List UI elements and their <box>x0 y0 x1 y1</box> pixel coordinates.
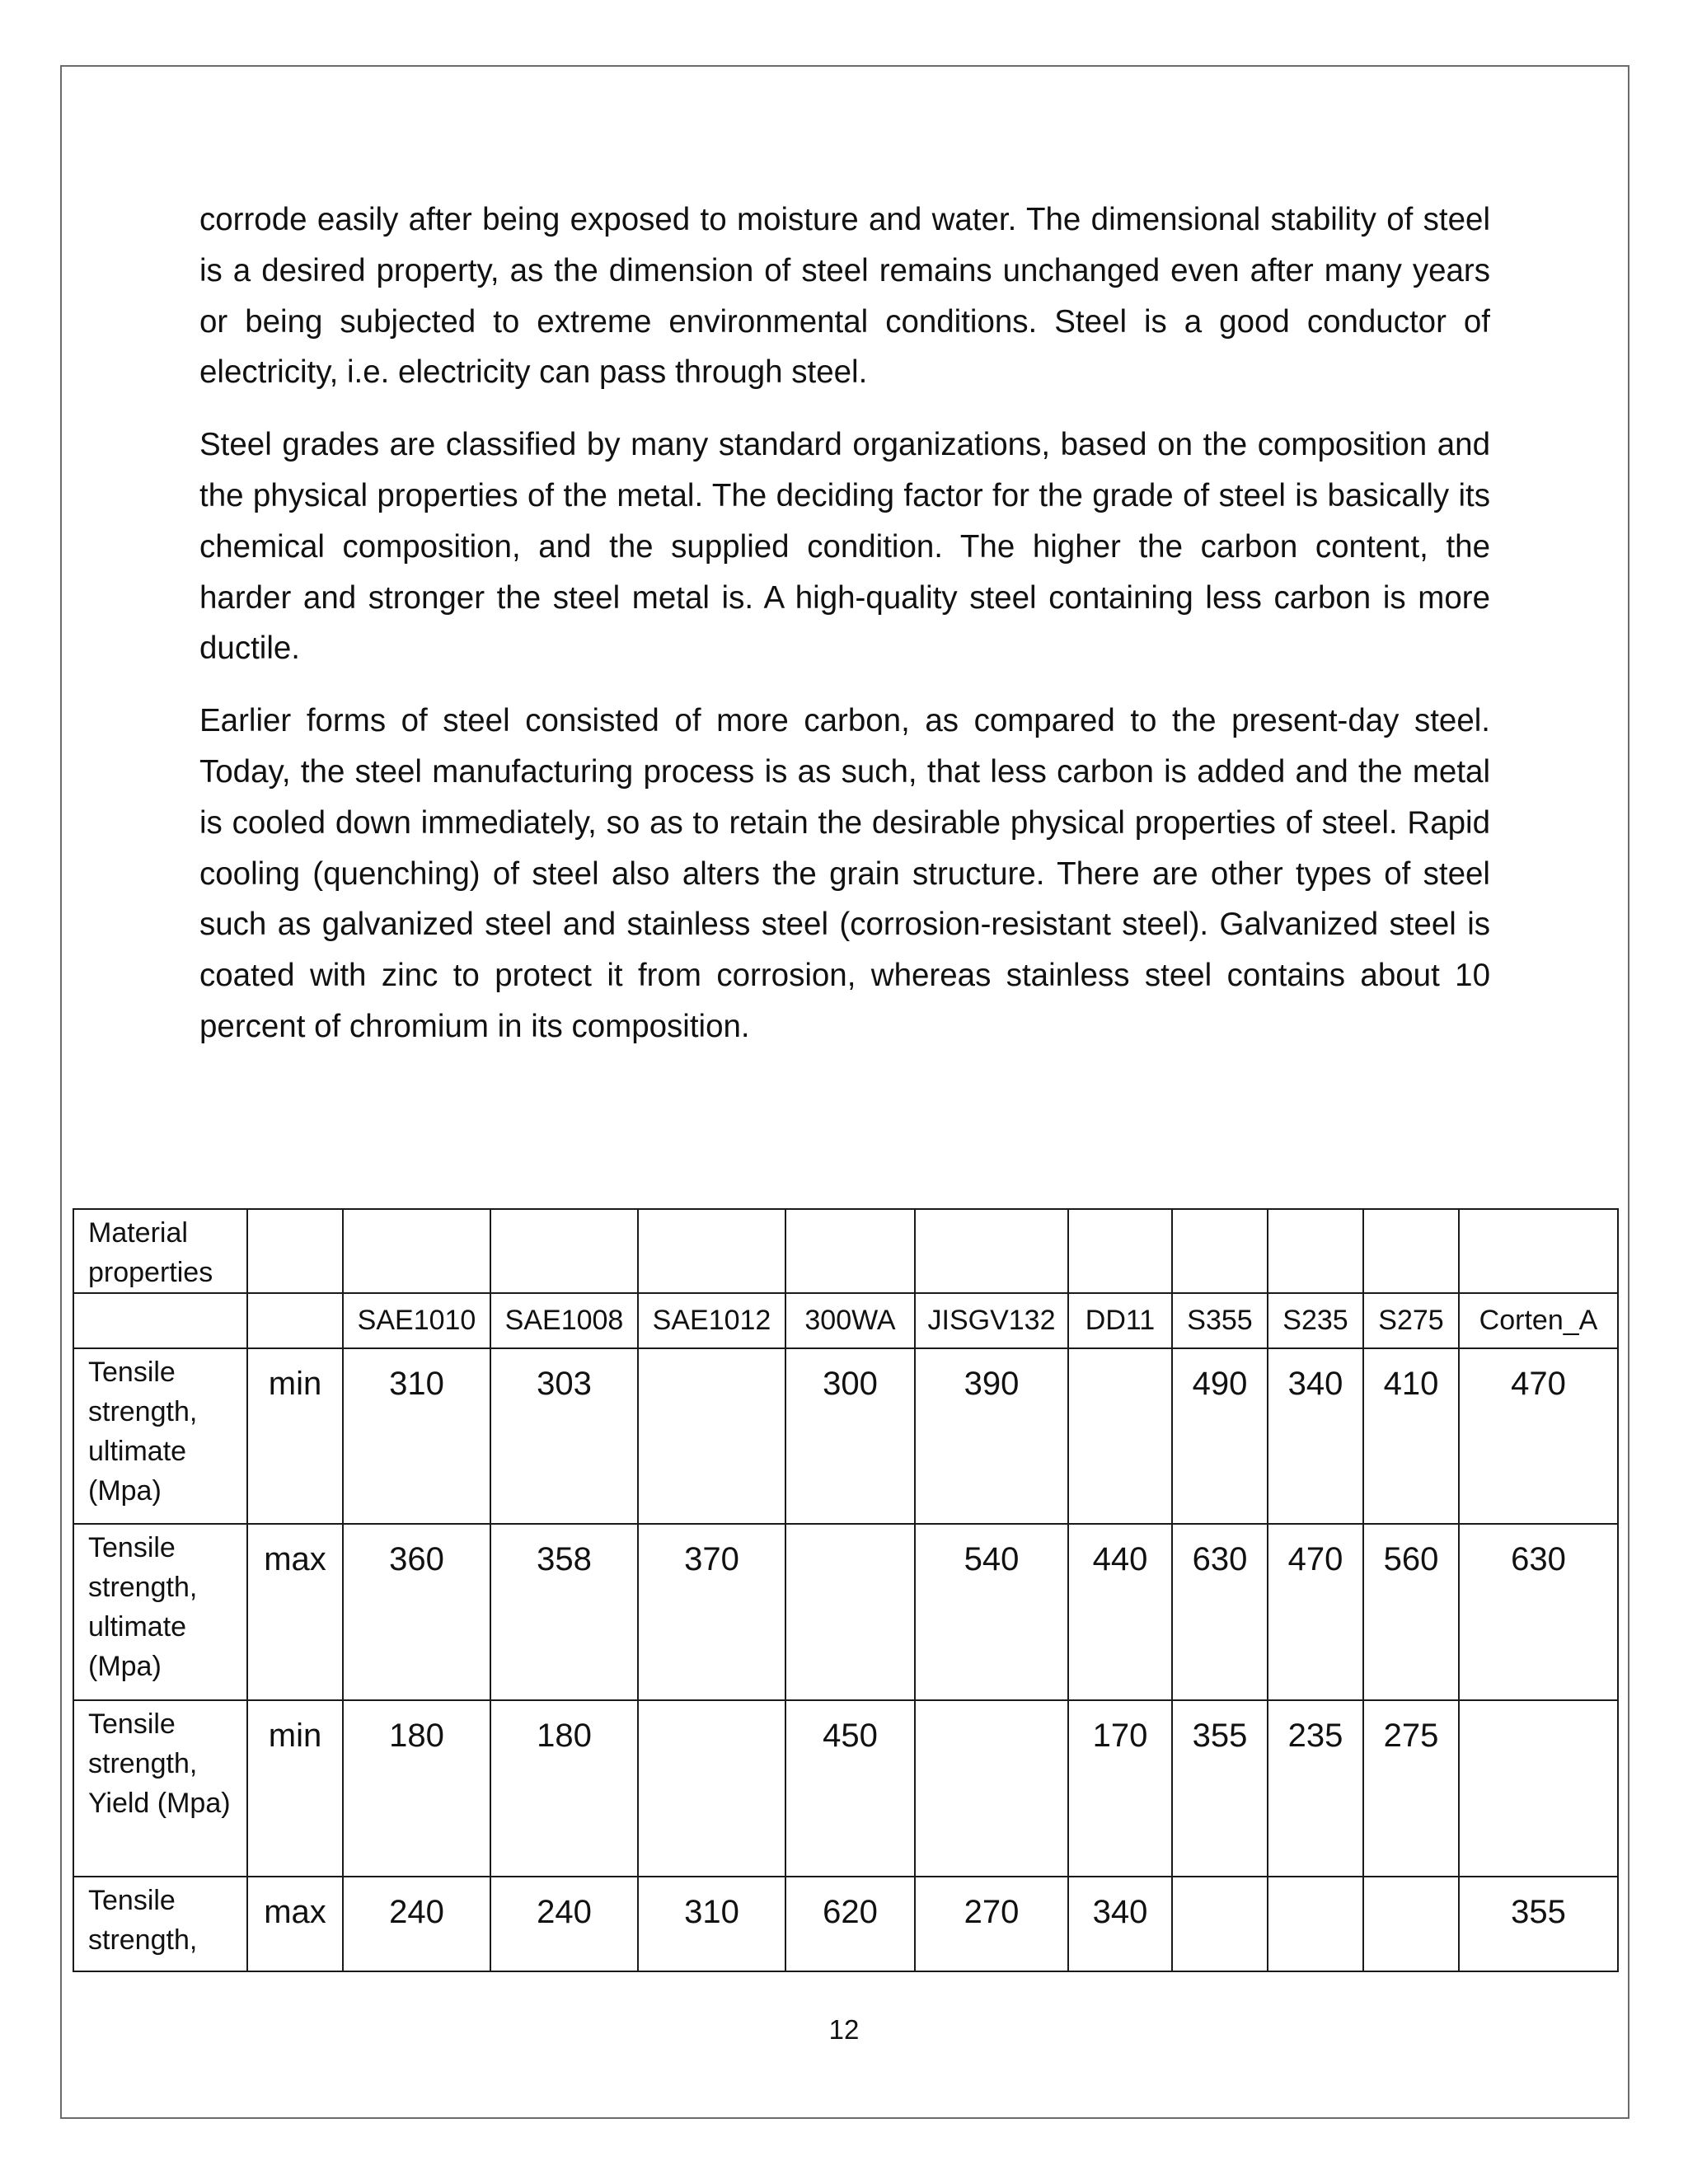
material-properties-table <box>73 1208 1619 1972</box>
value-cell <box>1268 1877 1363 1971</box>
value-cell: 235 <box>1268 1700 1363 1877</box>
grade-header-cell: S275 <box>1363 1293 1459 1348</box>
value-cell: 355 <box>1172 1700 1268 1877</box>
value-cell: 180 <box>490 1700 638 1877</box>
table-row <box>73 1877 1618 1971</box>
value-cell <box>1459 1700 1618 1877</box>
table-cell <box>1459 1209 1618 1293</box>
grade-header-cell: SAE1008 <box>490 1293 638 1348</box>
value-cell: 240 <box>490 1877 638 1971</box>
grade-header-cell: S235 <box>1268 1293 1363 1348</box>
table-cell <box>490 1209 638 1293</box>
value-cell <box>915 1700 1068 1877</box>
value-cell: 630 <box>1459 1524 1618 1700</box>
value-cell: 490 <box>1172 1348 1268 1524</box>
value-cell: 270 <box>915 1877 1068 1971</box>
grade-header-row <box>73 1293 1618 1348</box>
table-cell <box>785 1209 915 1293</box>
value-cell: 440 <box>1068 1524 1172 1700</box>
table-header-row <box>73 1209 1618 1293</box>
value-cell: 390 <box>915 1348 1068 1524</box>
table-row <box>73 1348 1618 1524</box>
table-row <box>73 1700 1618 1877</box>
property-label-cell: Tensile strength, ultimate (Mpa) <box>73 1524 247 1700</box>
body-text <box>199 194 1490 1074</box>
table-cell <box>247 1209 343 1293</box>
value-cell: 310 <box>638 1877 785 1971</box>
value-cell: 450 <box>785 1700 915 1877</box>
value-cell: 310 <box>343 1348 490 1524</box>
value-cell: 470 <box>1459 1348 1618 1524</box>
header-label-cell: Material properties <box>73 1209 247 1293</box>
grade-header-cell: SAE1010 <box>343 1293 490 1348</box>
table-row <box>73 1524 1618 1700</box>
page-number: 12 <box>828 2014 860 2045</box>
value-cell: 170 <box>1068 1700 1172 1877</box>
table-cell <box>1172 1209 1268 1293</box>
table-cell <box>1268 1209 1363 1293</box>
value-cell: 470 <box>1268 1524 1363 1700</box>
grade-header-cell: Corten_A <box>1459 1293 1618 1348</box>
property-label-cell: Tensile strength, <box>73 1877 247 1971</box>
paragraph-steel-grades: Steel grades are classified by many standard organizations, based on the composition and the physical properties of the metal. The deciding factor for the grade of steel is basically its chemical composition, and the supplied condition. The higher the carbon content, the harder and stronger the steel metal is. A high-quality steel containing less carbon is more ductile. <box>199 427 1490 667</box>
value-cell: 560 <box>1363 1524 1459 1700</box>
bound-cell: min <box>247 1348 343 1524</box>
value-cell <box>1068 1348 1172 1524</box>
table-cell <box>247 1293 343 1348</box>
value-cell: 180 <box>343 1700 490 1877</box>
bound-cell: max <box>247 1524 343 1700</box>
value-cell: 340 <box>1268 1348 1363 1524</box>
table-cell <box>638 1209 785 1293</box>
value-cell: 410 <box>1363 1348 1459 1524</box>
grade-header-cell: S355 <box>1172 1293 1268 1348</box>
table-cell <box>1068 1209 1172 1293</box>
value-cell: 303 <box>490 1348 638 1524</box>
value-cell: 620 <box>785 1877 915 1971</box>
value-cell <box>1363 1877 1459 1971</box>
value-cell: 370 <box>638 1524 785 1700</box>
table-cell <box>915 1209 1068 1293</box>
grade-header-cell: JISGV132 <box>915 1293 1068 1348</box>
value-cell: 358 <box>490 1524 638 1700</box>
table-cell <box>73 1293 247 1348</box>
grade-header-cell: 300WA <box>785 1293 915 1348</box>
property-label-cell: Tensile strength, ultimate (Mpa) <box>73 1348 247 1524</box>
bound-cell: min <box>247 1700 343 1877</box>
value-cell: 240 <box>343 1877 490 1971</box>
value-cell: 355 <box>1459 1877 1618 1971</box>
value-cell: 275 <box>1363 1700 1459 1877</box>
value-cell <box>638 1348 785 1524</box>
grade-header-cell: DD11 <box>1068 1293 1172 1348</box>
value-cell: 340 <box>1068 1877 1172 1971</box>
paragraph-dimensional-stability: corrode easily after being exposed to moisture and water. The dimensional stability of steel is a desired property, as the dimension of steel remains unchanged even after many years or being subjected to extreme environmental conditions. Steel is a good conductor of electricity, i.e. electricity can pass through steel. <box>199 202 1490 391</box>
bound-cell: max <box>247 1877 343 1971</box>
value-cell <box>638 1700 785 1877</box>
value-cell: 630 <box>1172 1524 1268 1700</box>
value-cell: 300 <box>785 1348 915 1524</box>
value-cell: 540 <box>915 1524 1068 1700</box>
grade-header-cell: SAE1012 <box>638 1293 785 1348</box>
value-cell <box>1172 1877 1268 1971</box>
paragraph-earlier-forms: Earlier forms of steel consisted of more carbon, as compared to the present-day steel. Today, the steel manufacturing process is as such, that less carbon is added and the metal is cooled down immediately, so as to retain the desirable physical properties of steel. Rapid cooling (quenching) of steel also alters the grain structure. There are other types of steel such as galvanized steel and stainless steel (corrosion-resistant steel). Galvanized steel is coated with zinc to protect it from corrosion, whereas stainless steel contains about 10 percent of chromium in its composition. <box>199 703 1490 1044</box>
property-label-cell: Tensile strength, Yield (Mpa) <box>73 1700 247 1877</box>
value-cell: 360 <box>343 1524 490 1700</box>
table-cell <box>1363 1209 1459 1293</box>
table-cell <box>343 1209 490 1293</box>
value-cell <box>785 1524 915 1700</box>
